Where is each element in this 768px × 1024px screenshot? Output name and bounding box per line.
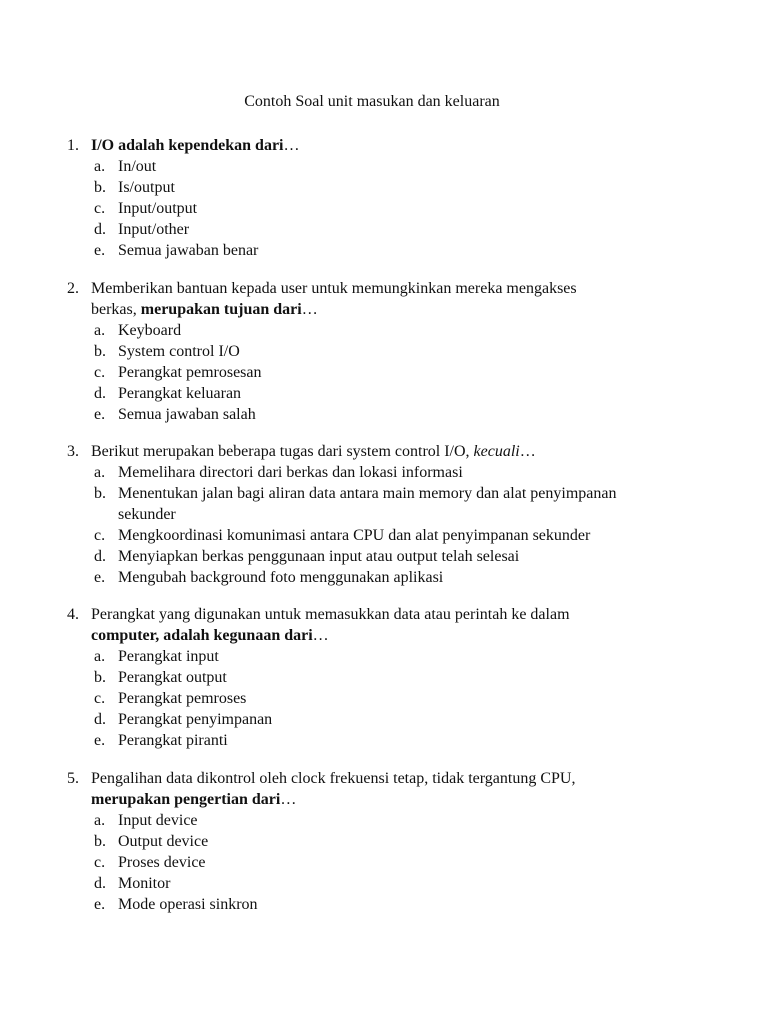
- option-text: Menentukan jalan bagi aliran data antara main memory dan alat penyimpanan: [118, 485, 617, 502]
- option-c: [0, 852, 768, 873]
- option-text: Monitor: [118, 875, 171, 892]
- option-letter: b.: [94, 485, 106, 502]
- question-number: 3.: [67, 443, 79, 460]
- option-text: Perangkat piranti: [118, 732, 228, 749]
- option-letter: d.: [94, 385, 106, 402]
- option-text: Perangkat pemrosesan: [118, 364, 262, 381]
- option-text: Perangkat penyimpanan: [118, 711, 273, 728]
- option-text: Input/output: [118, 200, 198, 217]
- question-text-bold: merupakan pengertian dari: [91, 791, 281, 808]
- option-c: [0, 198, 768, 219]
- option-d: [0, 546, 768, 567]
- question-1: [0, 135, 768, 261]
- option-text: System control I/O: [118, 343, 240, 360]
- option-letter: d.: [94, 221, 106, 238]
- option-letter: e.: [94, 242, 106, 259]
- option-letter: a.: [94, 464, 106, 481]
- question-line: [0, 135, 768, 156]
- option-b: [0, 483, 768, 504]
- question-ellipsis: …: [283, 137, 300, 154]
- question-ellipsis: …: [519, 443, 536, 460]
- question-number: 5.: [67, 770, 79, 787]
- option-b: [0, 667, 768, 688]
- option-letter: c.: [94, 364, 106, 381]
- question-text: Perangkat yang digunakan untuk memasukkan data atau perintah ke dalam: [91, 606, 570, 623]
- option-text: Menyiapkan berkas penggunaan input atau output telah selesai: [118, 548, 520, 565]
- question-text-italic: kecuali: [473, 443, 520, 460]
- option-letter: a.: [94, 322, 106, 339]
- option-text: Perangkat input: [118, 648, 219, 665]
- question-number: 1.: [67, 137, 79, 154]
- option-text: Mode operasi sinkron: [118, 896, 258, 913]
- option-a: [0, 810, 768, 831]
- option-e: [0, 894, 768, 915]
- option-c: [0, 688, 768, 709]
- option-a: [0, 462, 768, 483]
- option-text: Perangkat output: [118, 669, 227, 686]
- question-line: [0, 278, 768, 299]
- option-a: [0, 320, 768, 341]
- option-b: [0, 341, 768, 362]
- question-text-continued: [91, 625, 329, 646]
- option-c: [0, 525, 768, 546]
- question-2: [0, 278, 768, 425]
- option-c: [0, 362, 768, 383]
- option-text: Keyboard: [118, 322, 182, 339]
- option-letter: d.: [94, 548, 106, 565]
- question-ellipsis: …: [280, 791, 297, 808]
- option-text: Output device: [118, 833, 209, 850]
- option-letter: a.: [94, 158, 106, 175]
- option-e: [0, 240, 768, 261]
- option-text: Semua jawaban benar: [118, 242, 259, 259]
- option-letter: b.: [94, 179, 106, 196]
- option-d: [0, 383, 768, 404]
- question-text-continued: [91, 789, 296, 810]
- question-3: [0, 441, 768, 588]
- question-number: 4.: [67, 606, 79, 623]
- question-text-plain: berkas,: [91, 301, 141, 318]
- option-letter: c.: [94, 200, 106, 217]
- question-text: [91, 441, 536, 462]
- question-text-continued: [91, 299, 318, 320]
- option-e: [0, 730, 768, 751]
- option-letter: e.: [94, 896, 106, 913]
- option-letter: c.: [94, 690, 106, 707]
- option-letter: a.: [94, 648, 106, 665]
- option-letter: c.: [94, 854, 106, 871]
- option-d: [0, 873, 768, 894]
- option-text: Input/other: [118, 221, 190, 238]
- option-letter: a.: [94, 812, 106, 829]
- question-ellipsis: …: [312, 627, 329, 644]
- option-text-continued: sekunder: [118, 506, 176, 523]
- question-line-2: [0, 625, 768, 646]
- option-letter: b.: [94, 833, 106, 850]
- option-letter: e.: [94, 732, 106, 749]
- option-text: Memelihara directori dari berkas dan lokasi informasi: [118, 464, 463, 481]
- option-b: [0, 177, 768, 198]
- option-letter: b.: [94, 343, 106, 360]
- question-number: 2.: [67, 280, 79, 297]
- question-line-2: [0, 299, 768, 320]
- question-text: Pengalihan data dikontrol oleh clock frekuensi tetap, tidak tergantung CPU,: [91, 770, 576, 787]
- option-b-continued: [0, 504, 768, 525]
- question-line: [0, 441, 768, 462]
- option-d: [0, 219, 768, 240]
- option-text: Is/output: [118, 179, 175, 196]
- option-letter: d.: [94, 875, 106, 892]
- question-text: Memberikan bantuan kepada user untuk memungkinkan mereka mengakses: [91, 280, 577, 297]
- option-letter: d.: [94, 711, 106, 728]
- question-text-plain: Berikut merupakan beberapa tugas dari system control I/O,: [91, 443, 474, 460]
- question-5: [0, 768, 768, 915]
- option-text: Proses device: [118, 854, 206, 871]
- option-text: Input device: [118, 812, 198, 829]
- option-text: Semua jawaban salah: [118, 406, 256, 423]
- option-letter: e.: [94, 406, 106, 423]
- option-a: [0, 646, 768, 667]
- question-text-bold: merupakan tujuan dari: [140, 301, 302, 318]
- option-a: [0, 156, 768, 177]
- option-e: [0, 404, 768, 425]
- question-text-bold: I/O adalah kependekan dari: [91, 137, 284, 154]
- option-letter: b.: [94, 669, 106, 686]
- option-text: In/out: [118, 158, 157, 175]
- question-line: [0, 768, 768, 789]
- option-text: Perangkat pemroses: [118, 690, 247, 707]
- option-text: Mengubah background foto menggunakan aplikasi: [118, 569, 444, 586]
- question-4: [0, 604, 768, 751]
- question-line-2: [0, 789, 768, 810]
- question-line: [0, 604, 768, 625]
- option-letter: c.: [94, 527, 106, 544]
- option-text: Mengkoordinasi komunimasi antara CPU dan alat penyimpanan sekunder: [118, 527, 591, 544]
- question-text-bold: computer, adalah kegunaan dari: [91, 627, 313, 644]
- document-title: Contoh Soal unit masukan dan keluaran: [244, 93, 500, 110]
- option-letter: e.: [94, 569, 106, 586]
- question-ellipsis: …: [301, 301, 318, 318]
- option-b: [0, 831, 768, 852]
- question-text: [91, 135, 300, 156]
- option-e: [0, 567, 768, 588]
- option-text: Perangkat keluaran: [118, 385, 242, 402]
- option-d: [0, 709, 768, 730]
